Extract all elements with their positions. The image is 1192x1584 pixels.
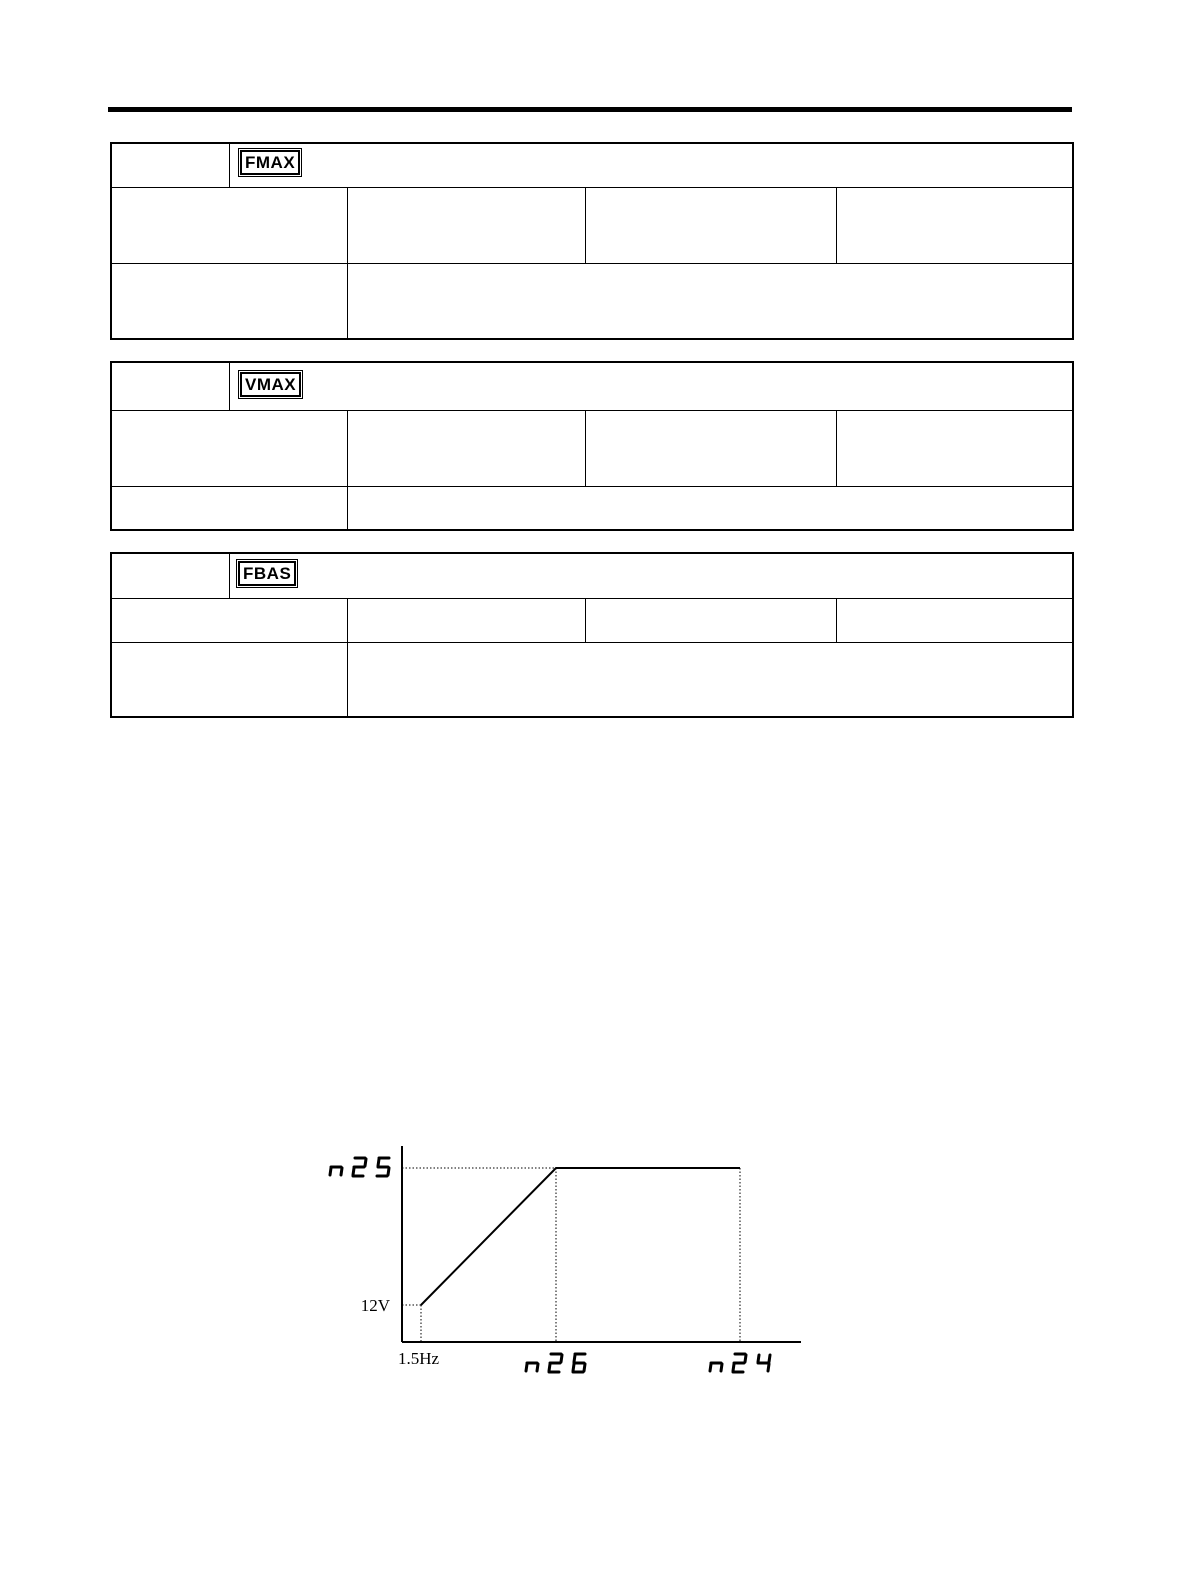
parameter-table-fbas (110, 552, 1074, 718)
changes-value-cell (348, 264, 1072, 338)
segment (537, 1364, 538, 1371)
setting-range-label-cell (112, 411, 348, 487)
segment (365, 1159, 366, 1166)
vf-curve-line (421, 1168, 740, 1305)
param-number-cell (112, 554, 230, 599)
y-tick-12v: 12V (360, 1296, 390, 1315)
header-rule (108, 107, 1072, 112)
changes-value-cell (348, 487, 1072, 529)
changes-label-cell (112, 264, 348, 338)
segment (549, 1364, 550, 1371)
parameter-table-fmax (110, 142, 1074, 340)
segment (721, 1364, 722, 1371)
param-number-cell (112, 363, 230, 411)
parameter-code-badge: FMAX (240, 150, 300, 175)
segment (526, 1364, 527, 1371)
unit-cell (586, 599, 837, 643)
segment (330, 1168, 331, 1175)
changes-label-cell (112, 487, 348, 529)
changes-label-cell (112, 643, 348, 716)
setting-range-value-cell (348, 188, 586, 264)
default-cell (837, 599, 1072, 643)
segment (769, 1355, 770, 1362)
x-tick-n24 (710, 1354, 770, 1373)
param-name-cell (230, 554, 1072, 599)
default-cell (837, 411, 1072, 487)
default-cell (837, 188, 1072, 264)
segment (378, 1159, 379, 1166)
segment (574, 1355, 575, 1362)
param-number-cell (112, 144, 230, 188)
setting-range-label-cell (112, 188, 348, 264)
x-tick-n26 (526, 1354, 585, 1373)
x-tick-n24-text: n24 (710, 1372, 712, 1373)
setting-range-value-cell (348, 599, 586, 643)
x-tick-n26-text: n26 (526, 1372, 528, 1373)
param-name-cell (230, 144, 1072, 188)
segment (758, 1355, 759, 1362)
segment (733, 1364, 734, 1371)
parameter-code-badge: VMAX (240, 372, 301, 397)
x-tick-1-5hz: 1.5Hz (398, 1349, 440, 1368)
setting-range-label-cell (112, 599, 348, 643)
segment (388, 1168, 389, 1175)
vf-chart-svg (320, 1140, 820, 1390)
parameter-code-badge: FBAS (238, 561, 296, 586)
setting-range-value-cell (348, 411, 586, 487)
segment (341, 1168, 342, 1175)
segment (584, 1364, 585, 1371)
segment (573, 1364, 574, 1371)
y-tick-n25 (330, 1158, 389, 1177)
segment (768, 1364, 769, 1371)
unit-cell (586, 188, 837, 264)
segment (710, 1364, 711, 1371)
changes-value-cell (348, 643, 1072, 716)
param-name-cell (230, 363, 1072, 411)
y-tick-n25-text: n25 (330, 1176, 332, 1177)
segment (561, 1355, 562, 1362)
segment (353, 1168, 354, 1175)
parameter-table-vmax (110, 361, 1074, 531)
segment (745, 1355, 746, 1362)
vf-chart (320, 1140, 820, 1395)
unit-cell (586, 411, 837, 487)
